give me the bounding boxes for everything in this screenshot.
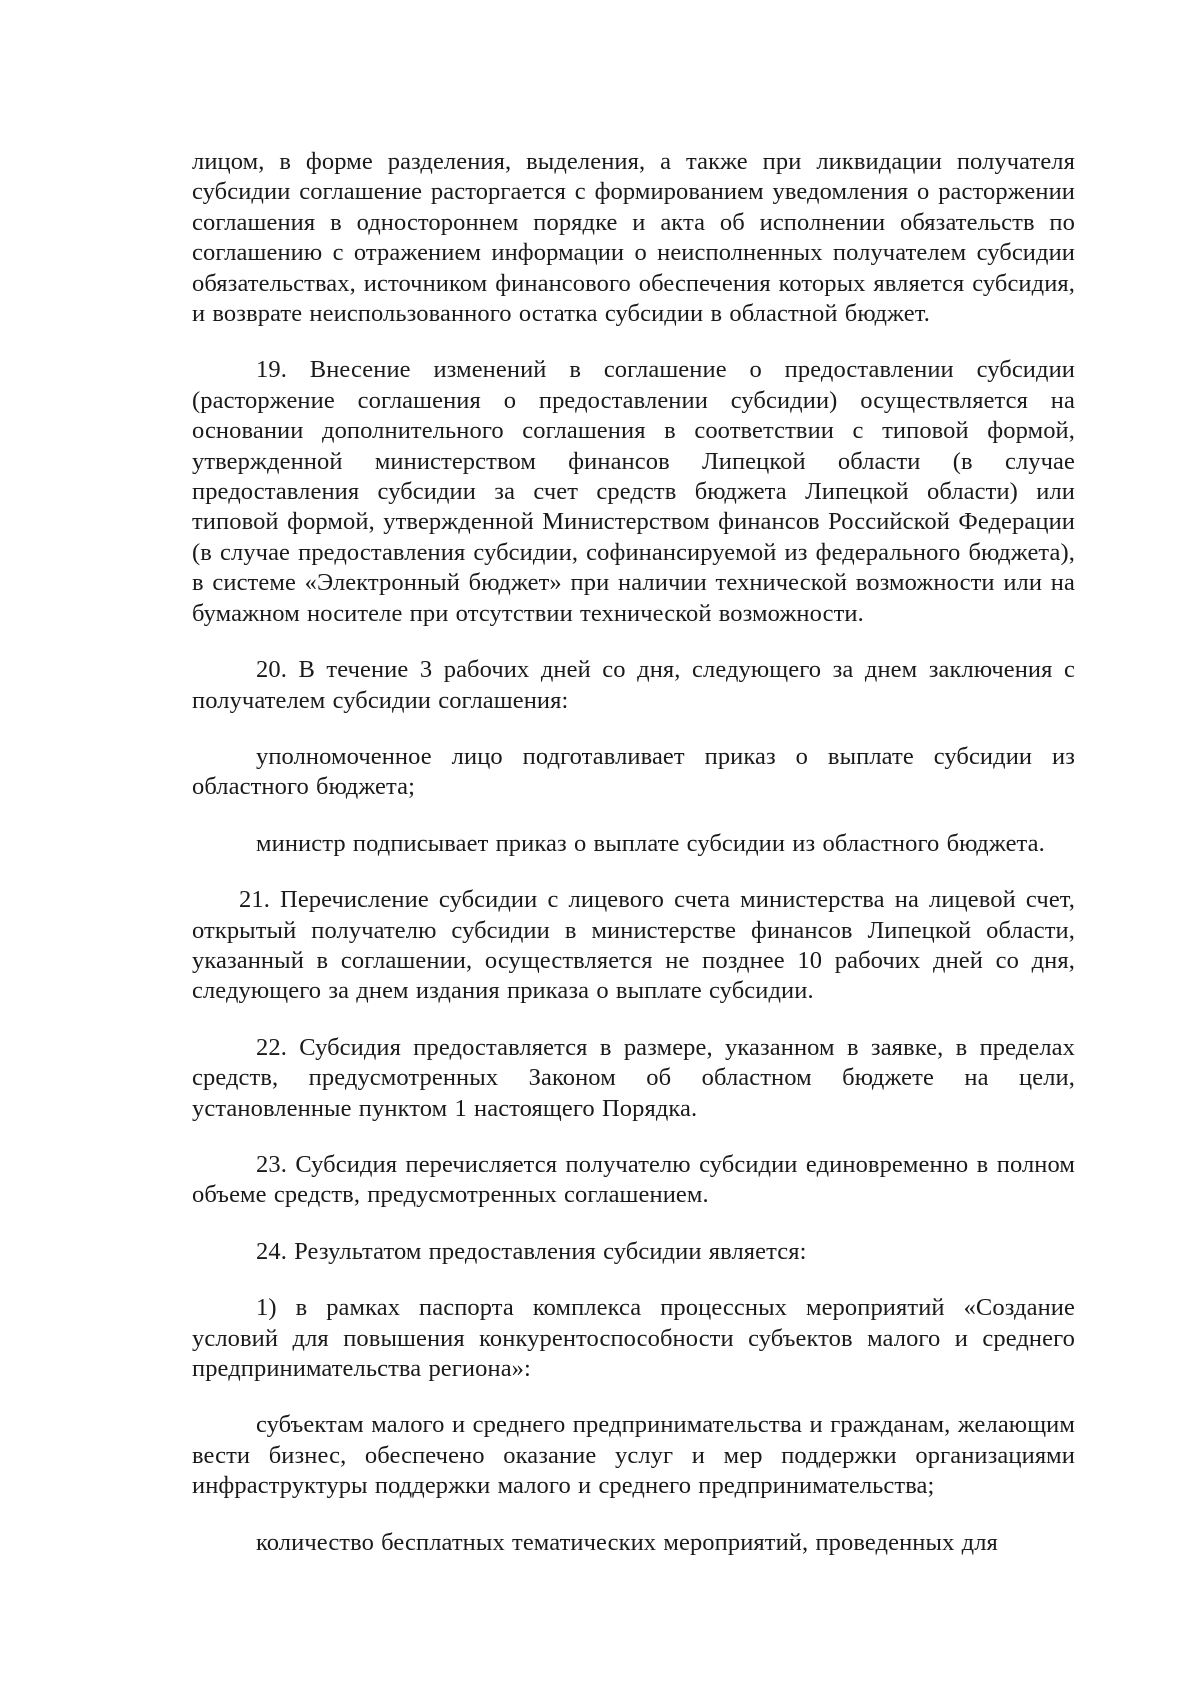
paragraph-21: 21. Перечисление субсидии с лицевого счета министерства на лицевой счет, открытый получателю субсидии в министерстве финансов Липецкой области, указанный в соглашении, осуществляется не позднее 10 рабочих дней со дня, следующего за днем издания приказа о выплате субсидии. (192, 886, 1075, 1005)
paragraph-23: 23. Субсидия перечисляется получателю субсидии единовременно в полном объеме средств, предусмотренных соглашением. (192, 1150, 1075, 1209)
paragraph-24-result-2: количество бесплатных тематических мероприятий, проведенных для (256, 1528, 998, 1556)
paragraph-24-item-1: 1) в рамках паспорта комплекса процессных мероприятий «Создание условий для повышения конкурентоспособности субъектов малого и среднего предпринимательства региона»: (192, 1294, 1075, 1382)
paragraph-20-item-2: министр подписывает приказ о выплате субсидии из областного бюджета. (256, 829, 1045, 857)
paragraph-22: 22. Субсидия предоставляется в размере, указанном в заявке, в пределах средств, предусмотренных Законом об областном бюджете на цели, установленные пунктом 1 настоящего Порядка. (192, 1033, 1075, 1122)
paragraph-18-continuation: лицом, в форме разделения, выделения, а также при ликвидации получателя субсидии соглашение расторгается с формированием уведомления о расторжении соглашения в одностороннем порядке и акта об исполнении обязательств по соглашению с отражением информации о неисполненных получателем субсидии обязательствах, источником финансового обеспечения которых является субсидия, и возврате неиспользованного остатка субсидии в областной бюджет. (192, 148, 1075, 328)
paragraph-20: 20. В течение 3 рабочих дней со дня, следующего за днем заключения с получателем субсидии соглашения: (192, 656, 1075, 714)
paragraph-20-item-1: уполномоченное лицо подготавливает приказ о выплате субсидии из областного бюджета; (192, 742, 1075, 801)
paragraph-24: 24. Результатом предоставления субсидии является: (256, 1237, 807, 1265)
document-body (192, 147, 1075, 1558)
paragraph-19: 19. Внесение изменений в соглашение о предоставлении субсидии (расторжение соглашения о предоставлении субсидии) осуществляется на основании дополнительного соглашения в соответствии с типовой формой, утвержденной министерством финансов Липецкой области (в случае предоставления субсидии за счет средств бюджета Липецкой области) или типовой формой, утвержденной Министерством финансов Российской Федерации (в случае предоставления субсидии, софинансируемой из федерального бюджета), в системе «Электронный бюджет» при наличии технической возможности или на бумажном носителе при отсутствии технической возможности. (192, 356, 1075, 627)
paragraph-24-result-1: субъектам малого и среднего предпринимательства и гражданам, желающим вести бизнес, обеспечено оказание услуг и мер поддержки организациями инфраструктуры поддержки малого и среднего предпринимательства; (192, 1411, 1075, 1500)
